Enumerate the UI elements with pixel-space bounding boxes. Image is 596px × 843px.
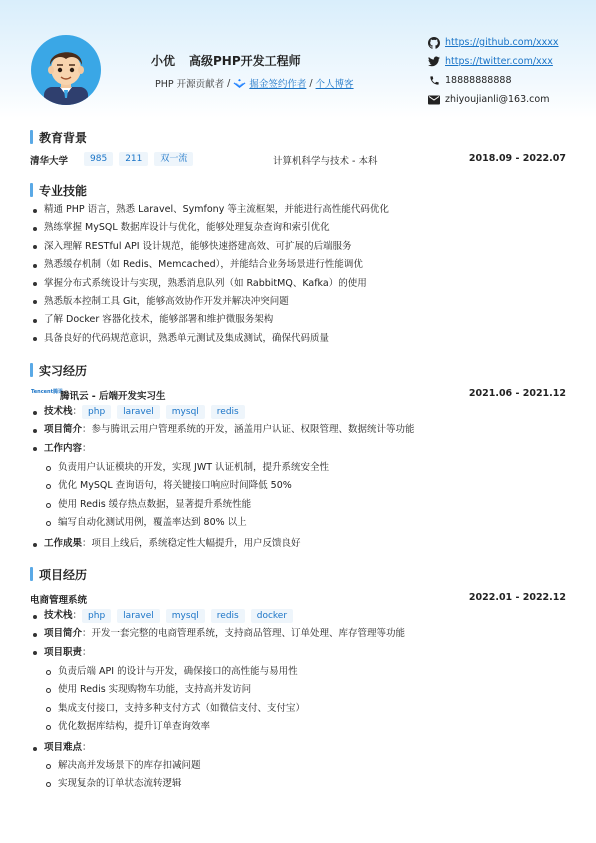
tag: mysql — [166, 609, 205, 623]
intro-label: 项目简介 — [44, 628, 83, 640]
list-item: 具备良好的代码规范意识，熟悉单元测试及集成测试，确保代码质量 — [30, 330, 389, 348]
blog-link[interactable]: 个人博客 — [315, 79, 354, 90]
section-bar — [30, 363, 33, 377]
intro-text: 参与腾讯云用户管理系统的开发，涵盖用户认证、权限管理、数据统计等功能 — [91, 424, 415, 436]
list-item: 熟练掌握 MySQL 数据库设计与优化，能够处理复杂查询和索引优化 — [30, 219, 389, 237]
tag: 双一流 — [154, 152, 193, 166]
list-item: 负责用户认证模块的开发，实现 JWT 认证机制，提升系统安全性 — [30, 459, 329, 477]
internship-company: 腾讯云 - 后端开发实习生 — [60, 391, 166, 402]
list-item: 使用 Redis 实现购物车功能，支持高并发访问 — [30, 681, 305, 699]
school-tags — [84, 152, 199, 166]
twitter-link[interactable]: https://twitter.com/xxx — [445, 56, 553, 67]
list-item: 工作成果：项目上线后，系统稳定性大幅提升，用户反馈良好 — [30, 535, 301, 553]
list-item: 项目简介：参与腾讯云用户管理系统的开发，涵盖用户认证、权限管理、数据统计等功能 — [30, 421, 415, 439]
tag: mysql — [166, 405, 205, 419]
project-title: 项目经历 — [39, 567, 88, 582]
list-item: 实现复杂的订单状态流转逻辑 — [30, 775, 201, 793]
project-name: 电商管理系统 — [30, 595, 88, 606]
juejin-icon — [233, 78, 246, 89]
education-section — [30, 128, 570, 146]
difficulty-list — [30, 757, 201, 794]
tag: laravel — [117, 609, 160, 623]
list-item: 使用 Redis 缓存热点数据，显著提升系统性能 — [30, 496, 329, 514]
contact-list — [428, 33, 559, 109]
section-bar — [30, 183, 33, 197]
list-item: 熟悉缓存机制（如 Redis、Memcached），并能结合业务场景进行性能调优 — [30, 256, 389, 274]
section-title — [30, 565, 570, 583]
skills-section — [30, 181, 570, 199]
work-list — [30, 459, 329, 533]
subtitle-prefix: PHP 开源贡献者 — [155, 79, 225, 90]
tencent-logo: Tencent腾讯 — [31, 389, 64, 395]
tag: 211 — [119, 152, 148, 166]
internship-section — [30, 361, 570, 379]
juejin-link[interactable]: 掘金签约作者 — [249, 79, 307, 90]
tag: laravel — [117, 405, 160, 419]
result-text: 项目上线后，系统稳定性大幅提升，用户反馈良好 — [91, 538, 301, 549]
section-bar — [30, 567, 33, 581]
separator: / — [227, 77, 231, 89]
stack-label: 技术栈 — [44, 610, 73, 621]
contact-email — [428, 90, 559, 109]
difficulty-header — [30, 739, 92, 757]
stack-label: 技术栈 — [44, 406, 73, 417]
list-item: 项目难点： — [30, 739, 92, 757]
difficulty-label: 项目难点 — [44, 742, 83, 753]
stack-tags — [82, 405, 251, 419]
list-item: 项目职责： — [30, 644, 405, 662]
section-bar — [30, 130, 33, 144]
intro-text: 开发一套完整的电商管理系统，支持商品管理、订单处理、库存管理等功能 — [91, 628, 406, 640]
tag: redis — [211, 405, 245, 419]
phone-number: 18888888888 — [445, 75, 512, 86]
result-label: 工作成果 — [44, 538, 83, 549]
subtitle-line — [155, 76, 354, 90]
project-date: 2022.01 - 2022.12 — [468, 592, 566, 603]
list-item: 编写自动化测试用例，覆盖率达到 80% 以上 — [30, 514, 329, 532]
tag: docker — [251, 609, 293, 623]
twitter-icon — [428, 56, 440, 68]
duty-list — [30, 663, 305, 737]
internship-list — [30, 403, 415, 458]
list-item: 项目简介：开发一套完整的电商管理系统，支持商品管理、订单处理、库存管理等功能 — [30, 625, 405, 643]
list-item: 技术栈： php laravel mysql redis docker — [30, 607, 405, 625]
list-item: 深入理解 RESTful API 设计规范，能够快速搭建高效、可扩展的后端服务 — [30, 238, 389, 256]
list-item: 精通 PHP 语言，熟悉 Laravel、Symfony 等主流框架，并能进行高性能代码优化 — [30, 201, 389, 219]
tag: php — [82, 609, 111, 623]
job-title: 高级PHP开发工程师 — [189, 54, 301, 68]
contact-phone — [428, 71, 559, 90]
list-item: 优化 MySQL 查询语句，将关键接口响应时间降低 50% — [30, 477, 329, 495]
github-link[interactable]: https://github.com/xxxx — [445, 37, 559, 48]
education-title: 教育背景 — [39, 130, 88, 145]
contact-github — [428, 33, 559, 52]
name-line — [151, 52, 301, 69]
section-title — [30, 361, 570, 379]
list-item: 工作内容： — [30, 440, 415, 458]
avatar — [31, 35, 101, 105]
internship-title: 实习经历 — [39, 363, 88, 378]
work-label: 工作内容 — [44, 442, 83, 454]
project-list — [30, 607, 405, 662]
list-item: 负责后端 API 的设计与开发，确保接口的高性能与易用性 — [30, 663, 305, 681]
tag: redis — [211, 609, 245, 623]
list-item: 熟悉版本控制工具 Git，能够高效协作开发并解决冲突问题 — [30, 293, 389, 311]
person-name: 小优 — [151, 54, 176, 68]
intro-label: 项目简介 — [44, 424, 83, 436]
skills-list — [30, 201, 389, 348]
phone-icon — [428, 75, 440, 87]
school-name: 清华大学 — [30, 156, 69, 167]
major: 计算机科学与技术 - 本科 — [273, 156, 378, 167]
contact-twitter — [428, 52, 559, 71]
list-item: 掌握分布式系统设计与实现，熟悉消息队列（如 RabbitMQ、Kafka）的使用 — [30, 275, 389, 293]
stack-tags — [82, 609, 299, 623]
skills-title: 专业技能 — [39, 183, 88, 198]
list-item: 集成支付接口，支持多种支付方式（如微信支付、支付宝） — [30, 700, 305, 718]
email-address: zhiyoujianli@163.com — [445, 94, 550, 105]
section-title — [30, 181, 570, 199]
internship-date: 2021.06 - 2021.12 — [468, 388, 566, 399]
github-icon — [428, 37, 440, 49]
tag: 985 — [84, 152, 113, 166]
duty-label: 项目职责 — [44, 646, 83, 658]
result-list — [30, 535, 301, 553]
list-item: 解决高并发场景下的库存扣减问题 — [30, 757, 201, 775]
list-item: 技术栈： php laravel mysql redis — [30, 403, 415, 421]
list-item: 优化数据库结构，提升订单查询效率 — [30, 718, 305, 736]
list-item: 了解 Docker 容器化技术，能够部署和维护微服务架构 — [30, 311, 389, 329]
education-date: 2018.09 - 2022.07 — [468, 153, 566, 164]
separator: / — [309, 77, 313, 89]
email-icon — [428, 94, 440, 106]
section-title — [30, 128, 570, 146]
project-section — [30, 565, 570, 583]
tag: php — [82, 405, 111, 419]
